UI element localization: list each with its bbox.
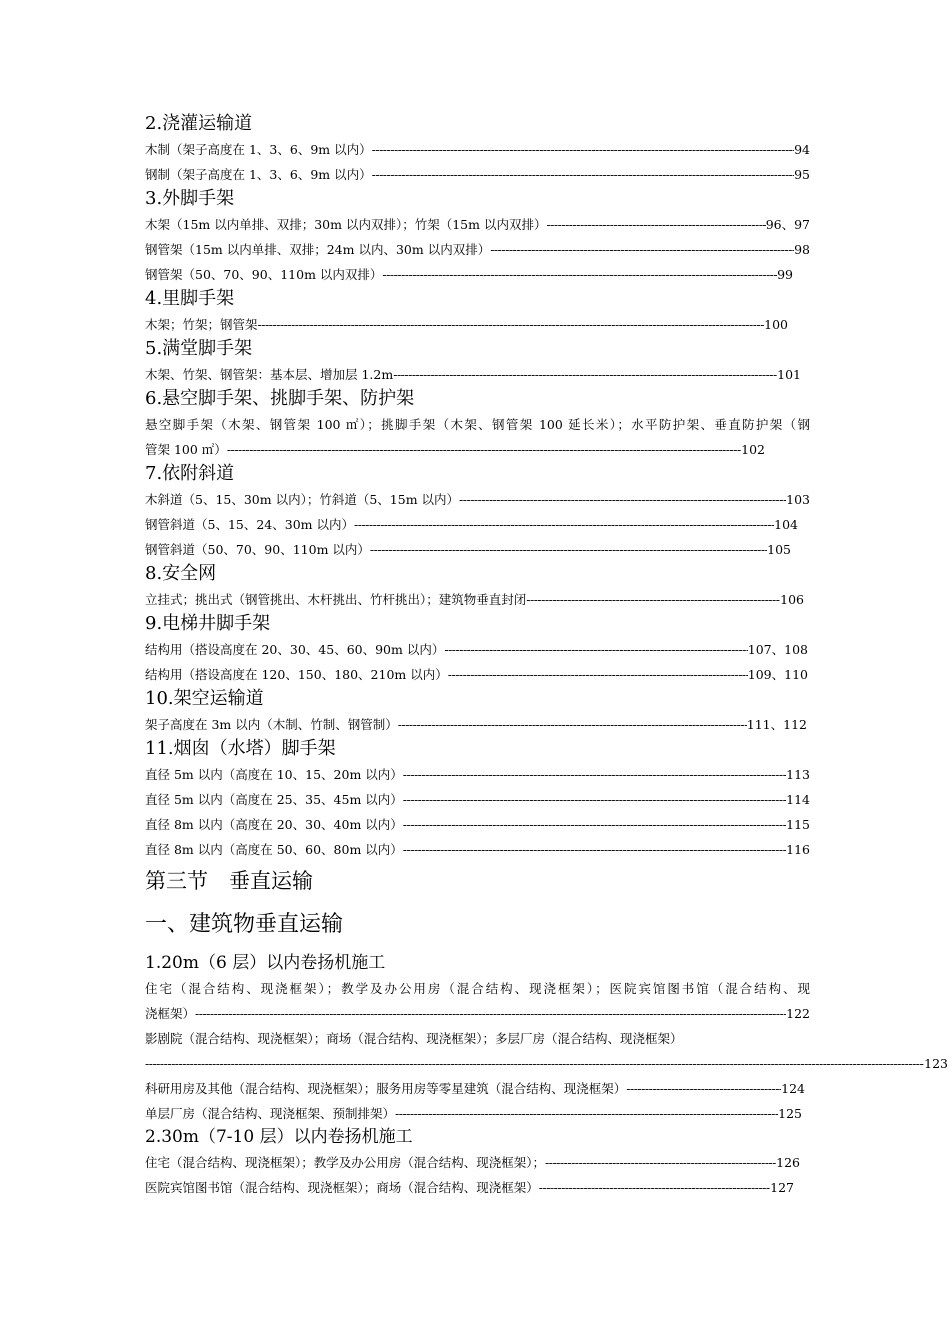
toc-entry bbox=[145, 712, 807, 737]
toc-page-number: 104 bbox=[774, 517, 798, 532]
toc-entry-text: 钢管架（50、70、90、110m 以内双排） bbox=[145, 267, 383, 282]
section-heading: 4.里脚手架 bbox=[145, 288, 235, 309]
leader-dots bbox=[545, 1150, 776, 1175]
section-heading: 11.烟囱（水塔）脚手架 bbox=[145, 738, 336, 759]
toc-entry-text: 科研用房及其他（混合结构、现浇框架）；服务用房等零星建筑（混合结构、现浇框架） bbox=[145, 1081, 627, 1096]
leader-dots bbox=[403, 812, 786, 837]
leader-dots bbox=[403, 837, 786, 862]
toc-entry bbox=[145, 787, 810, 812]
toc-entry bbox=[145, 1150, 800, 1175]
toc-page-number: 109、110 bbox=[747, 667, 808, 682]
leader-dots bbox=[395, 1101, 778, 1126]
toc-entry-text: 医院宾馆图书馆（混合结构、现浇框架）；商场（混合结构、现浇框架） bbox=[145, 1180, 539, 1195]
leader-dots bbox=[444, 637, 747, 662]
part-heading: 1.20m（6 层）以内卷扬机施工 bbox=[145, 953, 386, 973]
leader-dots bbox=[258, 312, 765, 337]
leader-dots bbox=[448, 662, 748, 687]
toc-entry bbox=[145, 1001, 810, 1026]
toc-entry-text: 钢管斜道（50、70、90、110m 以内） bbox=[145, 542, 370, 557]
toc-page-number: 124 bbox=[781, 1081, 805, 1096]
toc-entry-text: 钢管架（15m 以内单排、双排；24m 以内、30m 以内双排） bbox=[145, 242, 491, 257]
toc-entry bbox=[145, 587, 804, 612]
toc-entry-text: 直径 5m 以内（高度在 10、15、20m 以内） bbox=[145, 767, 403, 782]
toc-entry bbox=[145, 637, 808, 662]
leader-dots bbox=[546, 212, 765, 237]
section-heading: 3.外脚手架 bbox=[145, 188, 235, 209]
toc-page-number: 122 bbox=[786, 1006, 810, 1021]
toc-paragraph-line: 悬空脚手架（木架、钢管架 100 ㎡）；挑脚手架（木架、钢管架 100 延长米）；水平防护架、垂直防护架（钢 bbox=[145, 417, 810, 432]
toc-entry-text: 管架 100 ㎡） bbox=[145, 442, 227, 457]
toc-page-number: 100 bbox=[764, 317, 788, 332]
toc-page-number: 95 bbox=[794, 167, 810, 182]
toc-entry-text: 木架；竹架；钢管架 bbox=[145, 317, 258, 332]
toc-entry bbox=[145, 812, 810, 837]
leader-dots bbox=[145, 1051, 924, 1076]
toc-entry bbox=[145, 512, 798, 537]
toc-entry bbox=[145, 537, 791, 562]
toc-page bbox=[145, 112, 948, 1200]
part-heading: 2.30m（7-10 层）以内卷扬机施工 bbox=[145, 1127, 413, 1147]
toc-entry bbox=[145, 362, 801, 387]
toc-entry bbox=[145, 162, 810, 187]
toc-entry-text: 单层厂房（混合结构、现浇框架、预制排架） bbox=[145, 1106, 396, 1121]
toc-entry bbox=[145, 262, 793, 287]
toc-entry bbox=[145, 1076, 805, 1101]
leader-dots bbox=[403, 787, 786, 812]
toc-page-number: 105 bbox=[767, 542, 791, 557]
toc-entry bbox=[145, 312, 788, 337]
toc-entry-text: 木架（15m 以内单排、双排；30m 以内双排）；竹架（15m 以内双排） bbox=[145, 217, 547, 232]
toc-entry bbox=[145, 662, 808, 687]
toc-page-number: 116 bbox=[786, 842, 810, 857]
toc-page-number: 103 bbox=[786, 492, 810, 507]
toc-page-number: 114 bbox=[786, 792, 810, 807]
toc-entry bbox=[145, 137, 810, 162]
toc-page-number: 102 bbox=[741, 442, 765, 457]
leader-dots bbox=[382, 262, 777, 287]
leader-dots bbox=[459, 487, 786, 512]
toc-entry bbox=[145, 1051, 948, 1076]
leader-dots bbox=[370, 537, 767, 562]
toc-paragraph-line: 住宅（混合结构、现浇框架）；教学及办公用房（混合结构、现浇框架）；医院宾馆图书馆（混合结构、现 bbox=[145, 981, 810, 996]
toc-paragraph-line: 影剧院（混合结构、现浇框架）；商场（混合结构、现浇框架）；多层厂房（混合结构、现浇框架） bbox=[145, 1031, 683, 1046]
toc-entry-text: 浇框架） bbox=[145, 1006, 196, 1021]
leader-dots bbox=[398, 712, 747, 737]
leader-dots bbox=[393, 362, 777, 387]
leader-dots bbox=[626, 1076, 781, 1101]
toc-page-number: 98 bbox=[794, 242, 810, 257]
toc-page-number: 101 bbox=[777, 367, 801, 382]
toc-entry-text: 木斜道（5、15、30m 以内）；竹斜道（5、15m 以内） bbox=[145, 492, 460, 507]
toc-page-number: 94 bbox=[794, 142, 810, 157]
leader-dots bbox=[195, 1001, 786, 1026]
toc-entry-text: 架子高度在 3m 以内（木制、竹制、钢管制） bbox=[145, 717, 398, 732]
toc-entry bbox=[145, 1175, 794, 1200]
section-heading: 6.悬空脚手架、挑脚手架、防护架 bbox=[145, 388, 415, 409]
leader-dots bbox=[372, 162, 794, 187]
section-heading: 8.安全网 bbox=[145, 563, 217, 584]
leader-dots bbox=[526, 587, 780, 612]
toc-entry bbox=[145, 837, 810, 862]
leader-dots bbox=[403, 762, 786, 787]
toc-entry-text: 木架、竹架、钢管架：基本层、增加层 1.2m bbox=[145, 367, 394, 382]
toc-page-number: 125 bbox=[778, 1106, 802, 1121]
leader-dots bbox=[354, 512, 774, 537]
toc-page-number: 115 bbox=[786, 817, 810, 832]
subsection-title: 一、建筑物垂直运输 bbox=[145, 912, 344, 937]
leader-dots bbox=[539, 1175, 770, 1200]
section-heading: 7.依附斜道 bbox=[145, 463, 235, 484]
toc-page-number: 126 bbox=[776, 1155, 800, 1170]
toc-page-number: 107、108 bbox=[747, 642, 808, 657]
toc-entry bbox=[145, 237, 810, 262]
toc-page-number: 96、97 bbox=[765, 217, 810, 232]
toc-page-number: 111、112 bbox=[746, 717, 807, 732]
leader-dots bbox=[490, 237, 794, 262]
toc-entry bbox=[145, 212, 810, 237]
toc-entry-text: 住宅（混合结构、现浇框架）；教学及办公用房（混合结构、现浇框架）； bbox=[145, 1155, 546, 1170]
toc-entry bbox=[145, 1101, 802, 1126]
toc-entry-text: 结构用（搭设高度在 120、150、180、210m 以内） bbox=[145, 667, 448, 682]
leader-dots bbox=[227, 437, 741, 462]
toc-entry bbox=[145, 487, 810, 512]
toc-entry bbox=[145, 437, 765, 462]
toc-entry-text: 钢制（架子高度在 1、3、6、9m 以内） bbox=[145, 167, 372, 182]
toc-page-number: 106 bbox=[780, 592, 804, 607]
leader-dots bbox=[372, 137, 794, 162]
chapter-section-title: 第三节 垂直运输 bbox=[145, 869, 313, 893]
section-heading: 5.满堂脚手架 bbox=[145, 338, 253, 359]
section-heading: 2.浇灌运输道 bbox=[145, 113, 253, 134]
toc-page-number: 113 bbox=[786, 767, 810, 782]
toc-entry-text: 立挂式；挑出式（钢管挑出、木杆挑出、竹杆挑出）；建筑物垂直封闭 bbox=[145, 592, 527, 607]
toc-entry-text: 木制（架子高度在 1、3、6、9m 以内） bbox=[145, 142, 372, 157]
toc-entry-text: 钢管斜道（5、15、24、30m 以内） bbox=[145, 517, 354, 532]
toc-entry-text: 直径 5m 以内（高度在 25、35、45m 以内） bbox=[145, 792, 403, 807]
toc-page-number: 123 bbox=[924, 1056, 948, 1071]
toc-page-number: 127 bbox=[770, 1180, 794, 1195]
toc-entry bbox=[145, 762, 810, 787]
toc-entry-text: 直径 8m 以内（高度在 50、60、80m 以内） bbox=[145, 842, 403, 857]
toc-entry-text: 直径 8m 以内（高度在 20、30、40m 以内） bbox=[145, 817, 403, 832]
toc-entry-text: 结构用（搭设高度在 20、30、45、60、90m 以内） bbox=[145, 642, 445, 657]
section-heading: 10.架空运输道 bbox=[145, 688, 264, 709]
toc-page-number: 99 bbox=[777, 267, 793, 282]
section-heading: 9.电梯井脚手架 bbox=[145, 613, 271, 634]
